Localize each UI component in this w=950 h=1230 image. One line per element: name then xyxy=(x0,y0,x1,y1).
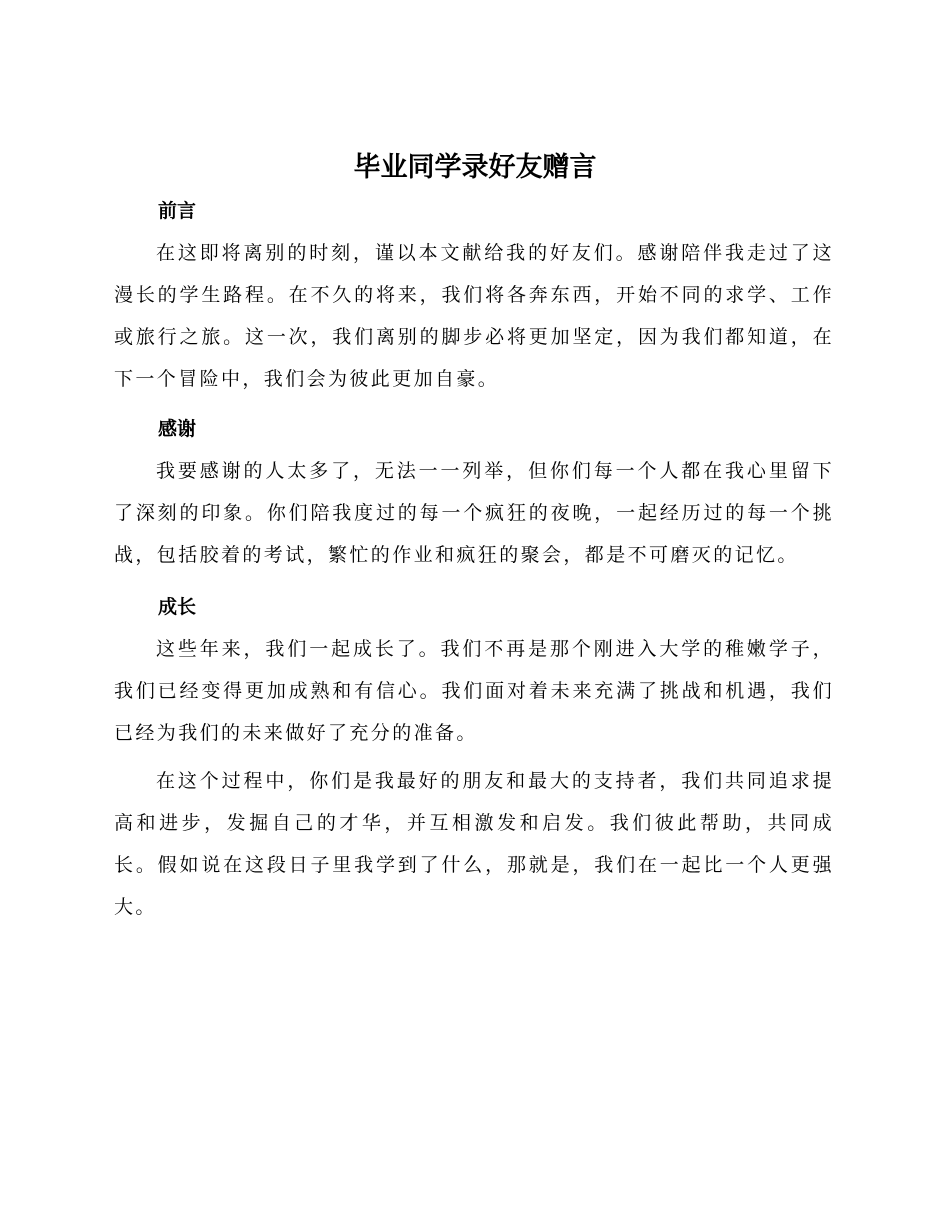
paragraph-thanks: 我要感谢的人太多了，无法一一列举，但你们每一个人都在我心里留下了深刻的印象。你们陪我度过的每一个疯狂的夜晚，一起经历过的每一个挑战，包括胶着的考试，繁忙的作业和疯狂的聚会，都是不可磨灭的记忆。 xyxy=(114,460,834,566)
document-body xyxy=(114,196,834,928)
section-heading-growth: 成长 xyxy=(158,596,197,618)
paragraph-preface: 在这即将离别的时刻，谨以本文献给我的好友们。感谢陪伴我走过了这漫长的学生路程。在不久的将来，我们将各奔东西，开始不同的求学、工作或旅行之旅。这一次，我们离别的脚步必将更加坚定，因为我们都知道，在下一个冒险中，我们会为彼此更加自豪。 xyxy=(114,242,834,390)
section-heading-preface: 前言 xyxy=(158,200,197,222)
document-title: 毕业同学录好友赠言 xyxy=(353,152,597,183)
section-heading-thanks: 感谢 xyxy=(158,418,197,440)
paragraph-growth-1: 这些年来，我们一起成长了。我们不再是那个刚进入大学的稚嫩学子，我们已经变得更加成熟和有信心。我们面对着未来充满了挑战和机遇，我们已经为我们的未来做好了充分的准备。 xyxy=(114,638,834,744)
paragraph-growth-2: 在这个过程中，你们是我最好的朋友和最大的支持者，我们共同追求提高和进步，发掘自己的才华，并互相激发和启发。我们彼此帮助，共同成长。假如说在这段日子里我学到了什么，那就是，我们在一起比一个人更强大。 xyxy=(114,770,834,918)
